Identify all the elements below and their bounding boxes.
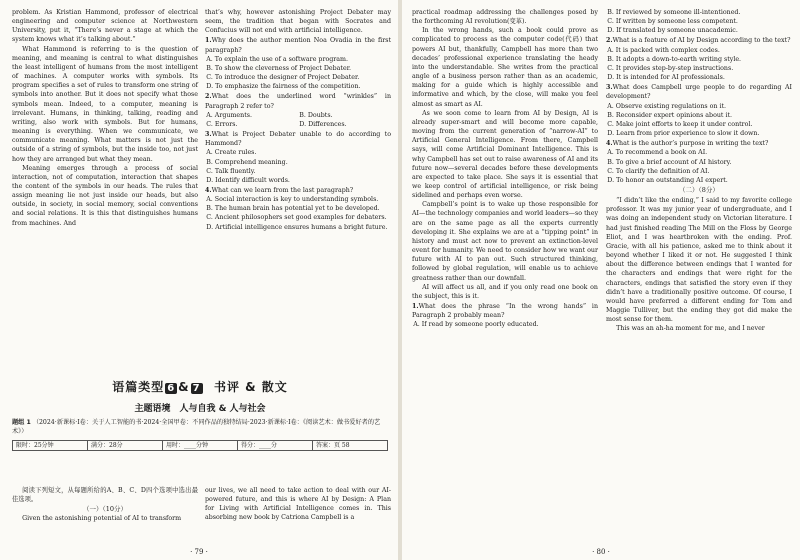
- page-number: · 80 ·: [592, 548, 610, 556]
- option: A. To recommend a book on AI.: [607, 149, 708, 157]
- option: D. If translated by someone unacademic.: [607, 27, 738, 35]
- option: A. Observe existing regulations on it.: [607, 102, 727, 110]
- section-title: 语篇类型 6 & 7 书评 & 散文: [112, 380, 288, 394]
- option: D. It is intended for AI professionals.: [607, 74, 725, 82]
- option: B. Doubts.: [299, 111, 333, 119]
- time-used: 用时：____分钟: [163, 441, 238, 450]
- info-bar: [12, 440, 388, 451]
- option: C. To clarify the definition of AI.: [607, 167, 710, 175]
- paragraph: practical roadmap addressing the challenges posed by the forthcoming AI revolution(变革).: [412, 9, 598, 26]
- left-bottom-column-1: [12, 486, 198, 524]
- option: A. To explain the use of a software program.: [206, 55, 349, 63]
- option: C. It provides step-by-step instructions.: [607, 64, 734, 72]
- question-4: 4.What can we learn from the last paragraph?: [205, 186, 354, 194]
- question-2: 2.What is a feature of AI by Design according to the text?: [606, 37, 791, 45]
- paragraph: problem. As Kristian Hammond, professor of electrical engineering and computer science at Northwestern University, put it, “There’s never a stage at which the system knows what it’s talking about.”: [12, 9, 198, 44]
- paragraph: What Hammond is referring to is the question of meaning, and meaning is central to what distinguishes the least intelligent of humans from the most intelligent of machines. A computer works with symbols. Its program specifies a set of rules to transform one string of symbols into another. But it does not specify what those symbols mean. Indeed, to a computer, meaning is irrelevant. Humans, in thinking, talking, reading and writing, also work with symbols. But for humans, meaning is everything. When we communicate, we communicate meaning. What matters is not just the outside of a string of symbols, but the inside too, not just how they are arranged but what they mean.: [12, 45, 198, 163]
- question-1: 1.Why does the author mention Noa Ovadia in the first paragraph?: [205, 37, 391, 54]
- paragraph: This was an ah-ha moment for me, and I never: [616, 325, 765, 333]
- option: C. Errors.: [206, 120, 238, 128]
- paragraph: AI will affect us all, and if you only read one book on the subject, this is it.: [412, 283, 598, 300]
- option: A. It is packed with complex codes.: [607, 46, 720, 54]
- instruction: 阅读下列短文，从每题所给的A、B、C、D四个选项中选出最佳选项。: [12, 487, 198, 504]
- option: D. Learn from prior experience to slow it down.: [607, 130, 760, 138]
- full-score: 满分：28分: [88, 441, 163, 450]
- paragraph: Meaning emerges through a process of social interaction, not of computation, interaction that shapes the content of the symbols in our heads. The rules that assign meaning lie not just inside our heads, but also outside, in society, in social memory, social conventions and social relations. It is this that distinguishes humans from machines. And: [12, 164, 198, 227]
- option: C. If written by someone less competent.: [607, 18, 738, 26]
- answer-page: 答案：页 58: [316, 442, 350, 449]
- right-column-2: [606, 8, 792, 333]
- option: B. Reconsider expert opinions about it.: [607, 111, 733, 119]
- section-subtitle: 主题语境 人与自我 & 人与社会: [134, 404, 266, 414]
- option: D. Artificial intelligence ensures humans a bright future.: [206, 223, 388, 231]
- option: A. Arguments.: [206, 111, 252, 119]
- option: D. To emphasize the fairness of the competition.: [206, 83, 361, 91]
- paragraph: Given the astonishing potential of AI to transform: [22, 515, 182, 523]
- question-1: 1.What does the phrase “In the wrong hands” in Paragraph 2 probably mean?: [412, 303, 598, 320]
- question-3: 3.What is Project Debater unable to do according to Hammond?: [205, 131, 391, 148]
- option: A. Social interaction is key to understanding symbols.: [206, 196, 379, 204]
- right-page: [402, 0, 800, 560]
- passage-label: （二）（8分）: [679, 185, 719, 194]
- option: C. Make joint efforts to keep it under control.: [607, 120, 753, 128]
- page-number: · 79 ·: [190, 548, 208, 556]
- paragraph: our lives, we all need to take action to deal with our AI-powered future, and this is where AI by Design: A Plan for Living with Artificial Intelligence comes in. This absorbing new book by Catriona Campbell is a: [205, 487, 391, 522]
- question-3: 3.What does Campbell urge people to do regarding AI development?: [606, 84, 792, 101]
- number-badge: 6: [167, 383, 176, 394]
- paragraph: that’s why, however astonishing Project Debater may seem, the tradition that began with Socrates and Confucius will not end with artificial intelligence.: [205, 9, 391, 35]
- paragraph: Campbell’s point is to wake up those responsible for AI—the technology companies and world leaders—so they are on the same page as all the experts currently developing it. She explains we are at a “tipping point” in history and must act now to prevent an extinction-level event for humanity. We need to consider how we want our future with AI to pan out. Such structured thinking, followed by global regulation, will enable us to achieve greatness rather than our downfall.: [412, 201, 598, 282]
- option: B. It adopts a down-to-earth writing style.: [607, 55, 742, 63]
- option-row: [205, 120, 391, 129]
- option: B. To give a brief account of AI history.: [607, 158, 732, 166]
- right-column-1: [412, 8, 598, 329]
- option: B. Comprehend meaning.: [206, 158, 288, 166]
- option-row: [205, 111, 391, 120]
- left-bottom-column-2: [205, 486, 391, 523]
- option: D. Identify difficult words.: [206, 176, 290, 184]
- section-header: [12, 378, 388, 451]
- question-2: 2.What does the underlined word “wrinkles” in Paragraph 2 refer to?: [205, 93, 391, 110]
- paragraph: “I didn’t like the ending,” I said to my favorite college professor. It was my junior year of undergraduate, and I was doing an independent study on Victorian literature. I had just finished reading The Mill on the Floss by George Eliot, and I was heartbroken with the ending. Prof. Gracie, with all his patience, asked me to think about it beyond whether I liked it or not. He suggested I think about the difference between endings that I wanted for the characters and endings that were right for the characters, endings that satisfied the story even if they didn’t have a traditionally positive outcome. Of course, I would have preferred a different ending for Tom and Maggie Tulliver, but the ending they got did make the most sense for them.: [606, 197, 792, 324]
- question-4: 4.What is the author’s purpose in writing the text?: [606, 140, 769, 148]
- option: A. Create rules.: [206, 149, 257, 157]
- option: B. To show the cleverness of Project Debater.: [206, 64, 352, 72]
- option: C. Ancient philosophers set good examples for debaters.: [206, 214, 387, 222]
- left-column-2: [205, 8, 391, 232]
- left-column-1: [12, 8, 198, 228]
- paragraph: In the wrong hands, such a book could prove as complicated to process as the computer code(代码) that powers AI but, thankfully, Campbell has more than two decades’ professional experience translating the heady into the understandable. She writes from the practical angle of a business person rather than as an academic, making for a guide which is highly accessible and informative and which, by the close, will make you feel almost as smart as AI.: [412, 27, 598, 108]
- paragraph: As we soon come to learn from AI by Design, AI is already super-smart and will become more capable, moving from the current generation of “narrow-AI” to Artificial General Intelligence. From there, Campbell says, will come Artificial Dominant Intelligence. This is why Campbell has set out to raise awareness of AI and its future now—several decades before these developments are expected to take place. She says it is essential that we keep control of artificial intelligence, or risk being sidelined and perhaps even worse.: [412, 109, 598, 200]
- left-page: [0, 0, 398, 560]
- time-limit: 限时：25分钟: [13, 441, 88, 450]
- option: C. To introduce the designer of Project Debater.: [206, 74, 360, 82]
- option: B. If reviewed by someone ill-intentioned.: [607, 9, 741, 16]
- number-badge: 7: [192, 383, 201, 394]
- option: D. Differences.: [299, 120, 347, 128]
- option: A. If read by someone poorly educated.: [413, 321, 539, 329]
- option: C. Talk fluently.: [206, 167, 256, 175]
- option: B. The human brain has potential yet to be developed.: [206, 205, 380, 213]
- score: 得分：____分: [238, 441, 313, 450]
- passage-label: （一）（10分）: [82, 505, 128, 514]
- option: D. To honor an outstanding AI expert.: [607, 176, 728, 184]
- topic-group: 题组 1 （2024·新课标·Ⅰ卷：关于人工智能的书·2024·全国甲卷：不同作品的独特结局·2023·新课标·Ⅰ卷：《阅读艺术：做书爱好者的艺术》）: [12, 419, 381, 435]
